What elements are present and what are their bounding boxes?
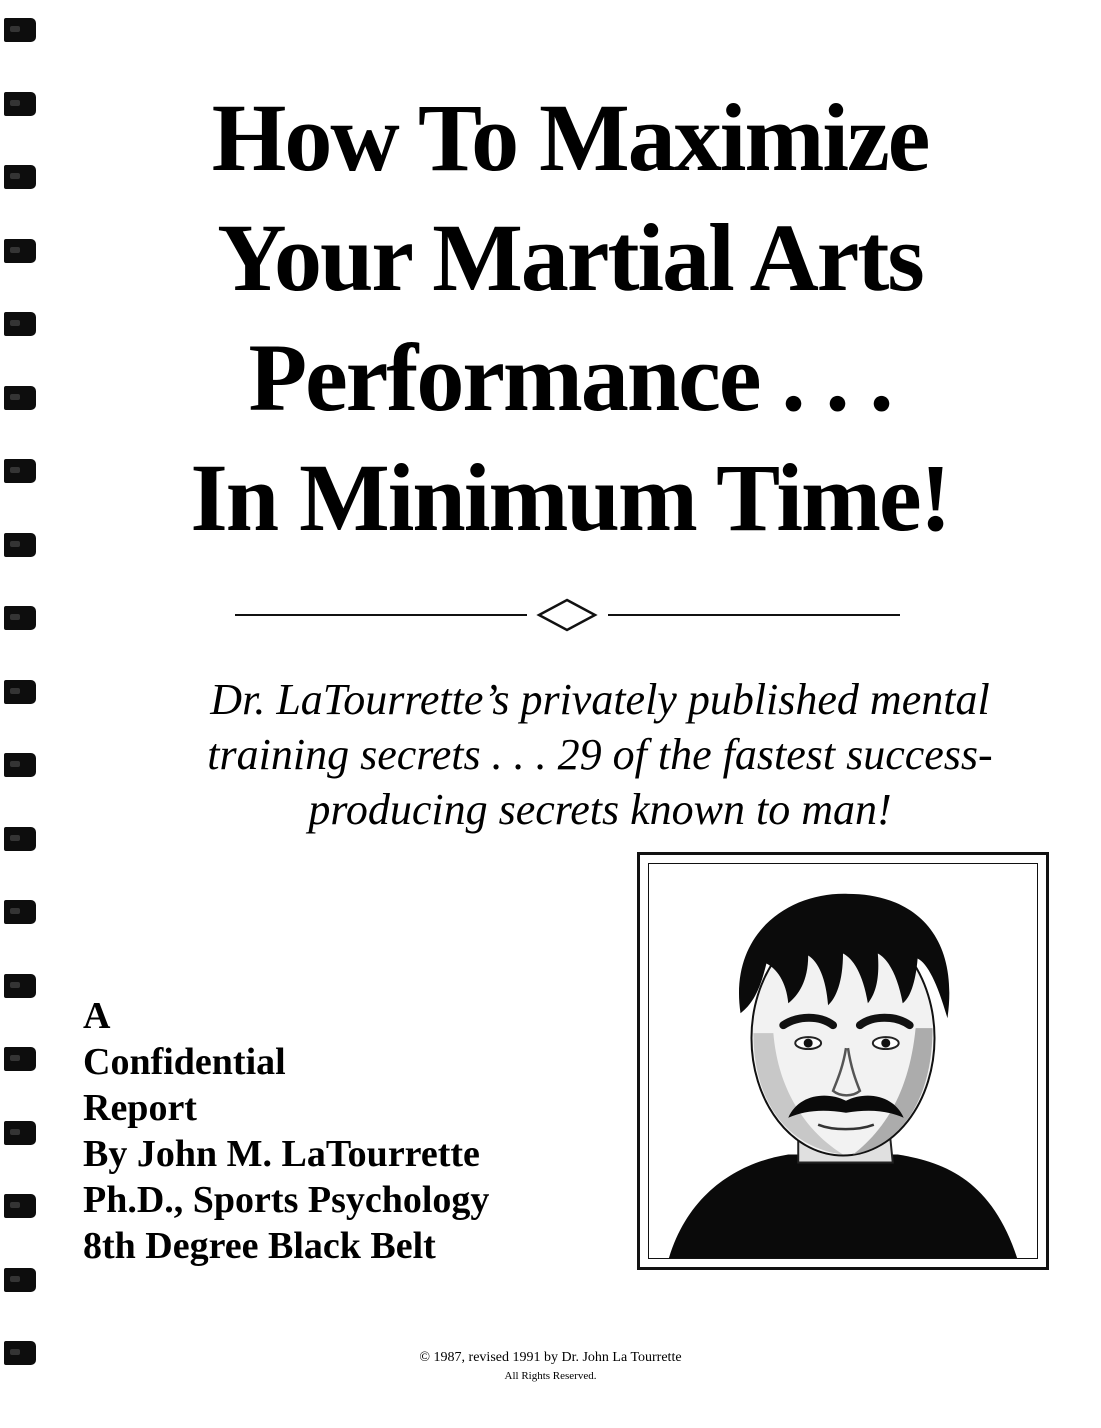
spiral-coil <box>4 680 36 704</box>
spiral-coil <box>4 1194 36 1218</box>
spiral-coil <box>4 1121 36 1145</box>
diamond-divider <box>230 598 905 632</box>
diamond-icon <box>539 600 595 630</box>
spiral-coil <box>4 900 36 924</box>
spiral-binding <box>0 0 40 1428</box>
spiral-coil <box>4 1268 36 1292</box>
author-line-5: Ph.D., Sports Psychology <box>83 1179 490 1221</box>
spiral-coil <box>4 92 36 116</box>
page-title <box>60 78 1080 558</box>
spiral-coil <box>4 165 36 189</box>
author-line-2: Confidential <box>83 1041 286 1083</box>
author-line-3: Report <box>83 1087 197 1129</box>
spiral-coil <box>4 239 36 263</box>
spiral-coil <box>4 459 36 483</box>
spiral-coil <box>4 606 36 630</box>
spiral-coil <box>4 533 36 557</box>
spiral-coil <box>4 386 36 410</box>
author-line-1: A <box>83 995 111 1037</box>
title-line-3: Performance . . . <box>248 324 892 431</box>
spiral-coil <box>4 974 36 998</box>
title-line-1: How To Maximize <box>211 84 929 191</box>
subtitle <box>100 672 1100 837</box>
subtitle-line-2: training secrets . . . 29 of the fastest success- <box>207 730 993 779</box>
title-line-4: In Minimum Time! <box>190 444 950 551</box>
author-line-6: 8th Degree Black Belt <box>83 1225 436 1267</box>
rights-text: All Rights Reserved. <box>504 1370 597 1382</box>
author-block <box>83 993 489 1269</box>
author-photo-frame <box>637 852 1049 1270</box>
author-line-4: By John M. LaTourrette <box>83 1133 480 1175</box>
spiral-coil <box>4 18 36 42</box>
copyright-notice <box>0 1348 1101 1386</box>
spiral-coil <box>4 312 36 336</box>
subtitle-line-1: Dr. LaTourrette’s privately published mental <box>210 675 990 724</box>
subtitle-line-3: producing secrets known to man! <box>308 785 892 834</box>
spiral-coil <box>4 827 36 851</box>
title-line-2: Your Martial Arts <box>217 204 923 311</box>
author-portrait-icon <box>649 864 1037 1258</box>
spiral-coil <box>4 1047 36 1071</box>
spiral-coil <box>4 753 36 777</box>
author-photo <box>648 863 1038 1259</box>
copyright-text: © 1987, revised 1991 by Dr. John La Tourrette <box>419 1350 682 1365</box>
